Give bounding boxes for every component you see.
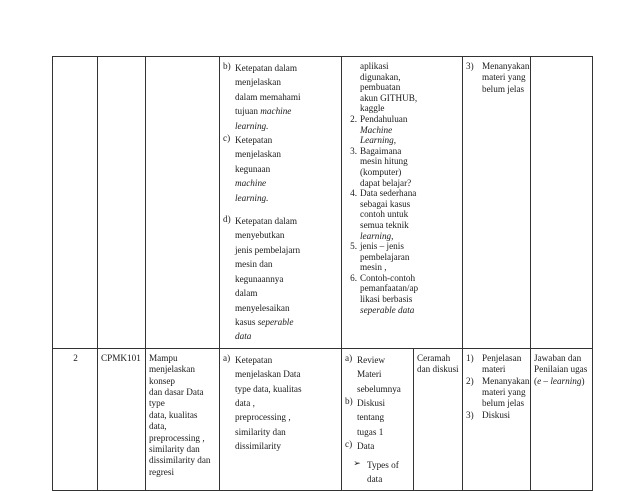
list-text xyxy=(360,241,460,273)
text-line: (komputer) xyxy=(360,166,402,177)
text-line: seperable data xyxy=(360,304,415,315)
cell-metode xyxy=(414,348,463,491)
list-marker: b) xyxy=(223,61,231,71)
text-line: sebelumnya xyxy=(357,383,401,394)
list-text xyxy=(355,439,411,453)
text-line: sebagai kasus xyxy=(360,198,411,209)
cell-pengalaman xyxy=(463,57,531,349)
list-marker: b) xyxy=(345,395,353,406)
cell-pengalaman xyxy=(463,348,531,491)
list-item xyxy=(345,353,411,396)
cell-materi xyxy=(342,57,463,349)
list-text xyxy=(233,214,339,344)
text-line: Menanyakan xyxy=(482,375,530,386)
text-line: kegunaannya xyxy=(235,273,284,284)
text-line: Data sederhana xyxy=(360,188,417,199)
text-line: digunakan, xyxy=(360,71,401,82)
list-marker: 2. xyxy=(350,113,357,124)
list-marker: 6. xyxy=(350,272,357,283)
pengalaman-list xyxy=(466,353,528,421)
text-line: learning. xyxy=(235,192,269,203)
text-line: menjelaskan konsep xyxy=(149,364,195,386)
arrow-bullet-icon: ➢ xyxy=(353,457,361,468)
text-line: data xyxy=(235,331,252,342)
materi-bullet-item xyxy=(345,458,411,487)
list-marker: 3. xyxy=(350,145,357,156)
cell-kode xyxy=(98,57,146,349)
text-line: menjelaskan xyxy=(235,77,281,88)
text-line: machine xyxy=(235,178,267,189)
list-marker: c) xyxy=(223,133,231,144)
text-line: materi yang xyxy=(482,72,526,83)
indikator-list xyxy=(223,353,339,454)
text-line: Ketepatan dalam xyxy=(235,216,297,227)
list-text xyxy=(233,133,339,205)
list-text xyxy=(360,61,460,114)
table-row xyxy=(53,57,593,349)
text-line: materi yang xyxy=(482,386,526,397)
cell-materi xyxy=(342,348,414,491)
text-line: similarity dan xyxy=(235,426,286,437)
list-marker: d) xyxy=(223,214,231,225)
list-item xyxy=(223,353,339,454)
list-item xyxy=(466,376,528,410)
list-text xyxy=(360,114,460,146)
text-line: menyebutkan xyxy=(235,230,285,241)
text-line: pembuatan xyxy=(360,82,401,93)
list-item xyxy=(345,188,460,241)
list-marker: a) xyxy=(345,352,353,363)
list-item xyxy=(345,241,460,273)
indikator-list xyxy=(223,61,339,344)
cell-kode: CPMK101 xyxy=(98,348,146,491)
spacer xyxy=(223,205,339,214)
list-marker: a) xyxy=(223,352,231,363)
list-item xyxy=(345,273,460,315)
text-line: aplikasi xyxy=(360,61,389,71)
text-line: learning, xyxy=(360,230,394,241)
text-line: Menanyakan xyxy=(482,61,530,71)
text-line: menjelaskan Data xyxy=(235,369,301,380)
list-item xyxy=(466,410,528,421)
materi-list xyxy=(345,353,411,454)
text-line: kaggle xyxy=(360,103,385,114)
text-line: dan dasar Data type xyxy=(149,386,204,409)
text-line: Mampu xyxy=(149,352,178,363)
text-line: likasi berbasis xyxy=(360,294,413,305)
list-text xyxy=(360,188,460,241)
text-line: data , xyxy=(235,397,255,408)
text-line: Penilaian ugas xyxy=(534,364,588,375)
text-line: dalam xyxy=(235,288,258,299)
cell-no xyxy=(53,57,98,349)
cell-penilaian xyxy=(531,348,593,491)
text-line: mesin hitung xyxy=(360,156,408,167)
list-text xyxy=(360,273,460,315)
text-line: type data, kualitas xyxy=(235,383,302,394)
text-line: Bagaimana xyxy=(360,145,402,156)
penilaian-text xyxy=(534,353,590,387)
text-line: Jawaban dan xyxy=(534,352,582,363)
text-line: Data xyxy=(357,441,375,452)
text-line: dissimilarity dan xyxy=(149,455,211,466)
list-marker: 3) xyxy=(466,61,474,71)
list-text xyxy=(480,353,528,376)
cell-indikator xyxy=(220,57,342,349)
text-line: Penjelasan xyxy=(482,352,522,363)
list-marker: 2) xyxy=(466,375,474,386)
text-line: akun GITHUB, xyxy=(360,92,418,103)
text-line: belum jelas xyxy=(482,83,525,94)
text-line: dan diskusi xyxy=(417,364,459,375)
text-line: tugas 1 xyxy=(357,426,384,437)
list-marker xyxy=(345,61,360,114)
list-text xyxy=(480,376,529,410)
text-line: Ketepatan xyxy=(235,354,273,365)
text-line: menjelaskan xyxy=(235,149,281,160)
text-line: Pendahuluan xyxy=(360,113,408,124)
text-line: Diskusi tentang xyxy=(357,397,386,423)
text-line: similarity dan xyxy=(149,443,200,454)
list-text xyxy=(233,61,339,133)
text-line: Machine xyxy=(360,124,393,135)
list-marker: c) xyxy=(345,439,353,450)
kemampuan-text xyxy=(149,353,217,478)
metode-text xyxy=(417,353,460,376)
text-line: dapat belajar? xyxy=(360,177,412,188)
materi-list xyxy=(345,61,460,315)
list-item xyxy=(345,61,460,114)
text-line: materi xyxy=(482,364,506,375)
text-line: regresi xyxy=(149,466,174,477)
text-line: contoh untuk xyxy=(360,209,409,220)
list-text xyxy=(480,410,528,421)
text-line: Ceramah xyxy=(417,352,451,363)
materi-bullet-text: Types of data xyxy=(367,459,399,484)
text-line: Ketepatan dalam xyxy=(235,63,297,73)
text-line: dalam memahami xyxy=(235,91,301,102)
text-line: preprocessing , xyxy=(149,432,205,443)
list-item xyxy=(223,61,339,133)
text-line: data, kualitas data, xyxy=(149,409,198,432)
text-line: Review Materi xyxy=(357,354,386,380)
list-marker: 4. xyxy=(350,188,357,199)
text-line: semua teknik xyxy=(360,219,409,230)
text-line: tujuan machine xyxy=(235,106,292,117)
text-line: belum jelas xyxy=(482,398,525,409)
cell-kemampuan xyxy=(146,348,220,491)
cell-indikator xyxy=(220,348,342,491)
cell-penilaian xyxy=(531,57,593,349)
text-line: kegunaan xyxy=(235,163,271,174)
text-line: pemanfaatan/ap xyxy=(360,283,419,294)
list-text xyxy=(355,353,411,396)
text-line: jenis pembelajarn xyxy=(235,244,301,255)
text-line: pembelajaran xyxy=(360,251,410,262)
text-line: dissimilarity xyxy=(235,441,281,452)
text-line: Learning, xyxy=(360,135,396,146)
pengalaman-list xyxy=(466,61,528,95)
text-line: mesin , xyxy=(360,262,387,273)
table-row xyxy=(53,348,593,491)
text-line: preprocessing , xyxy=(235,412,291,423)
list-marker: 1) xyxy=(466,352,474,363)
text-line: (e – learning) xyxy=(534,375,585,386)
list-item xyxy=(466,61,528,95)
text-line: menyelesaikan xyxy=(235,302,290,313)
list-text xyxy=(355,396,411,439)
list-item xyxy=(345,146,460,188)
rps-table xyxy=(52,56,593,491)
text-line: mesin dan xyxy=(235,259,273,270)
text-line: Contoh-contoh xyxy=(360,272,416,283)
text-line: Ketepatan xyxy=(235,135,273,146)
list-marker: 5. xyxy=(350,241,357,252)
list-item xyxy=(345,114,460,146)
list-item xyxy=(223,133,339,205)
list-marker: 3) xyxy=(466,409,474,420)
cell-kemampuan xyxy=(146,57,220,349)
text-line: Diskusi xyxy=(482,409,511,420)
list-item xyxy=(223,214,339,344)
cell-no: 2 xyxy=(53,348,98,491)
text-line: kasus seperable xyxy=(235,316,294,327)
text-line: learning. xyxy=(235,120,269,131)
list-text xyxy=(360,146,460,188)
list-item xyxy=(345,396,411,439)
list-item xyxy=(345,439,411,453)
list-item xyxy=(466,353,528,376)
text-line: jenis – jenis xyxy=(360,241,404,252)
list-text xyxy=(233,353,339,454)
list-text xyxy=(480,61,529,95)
